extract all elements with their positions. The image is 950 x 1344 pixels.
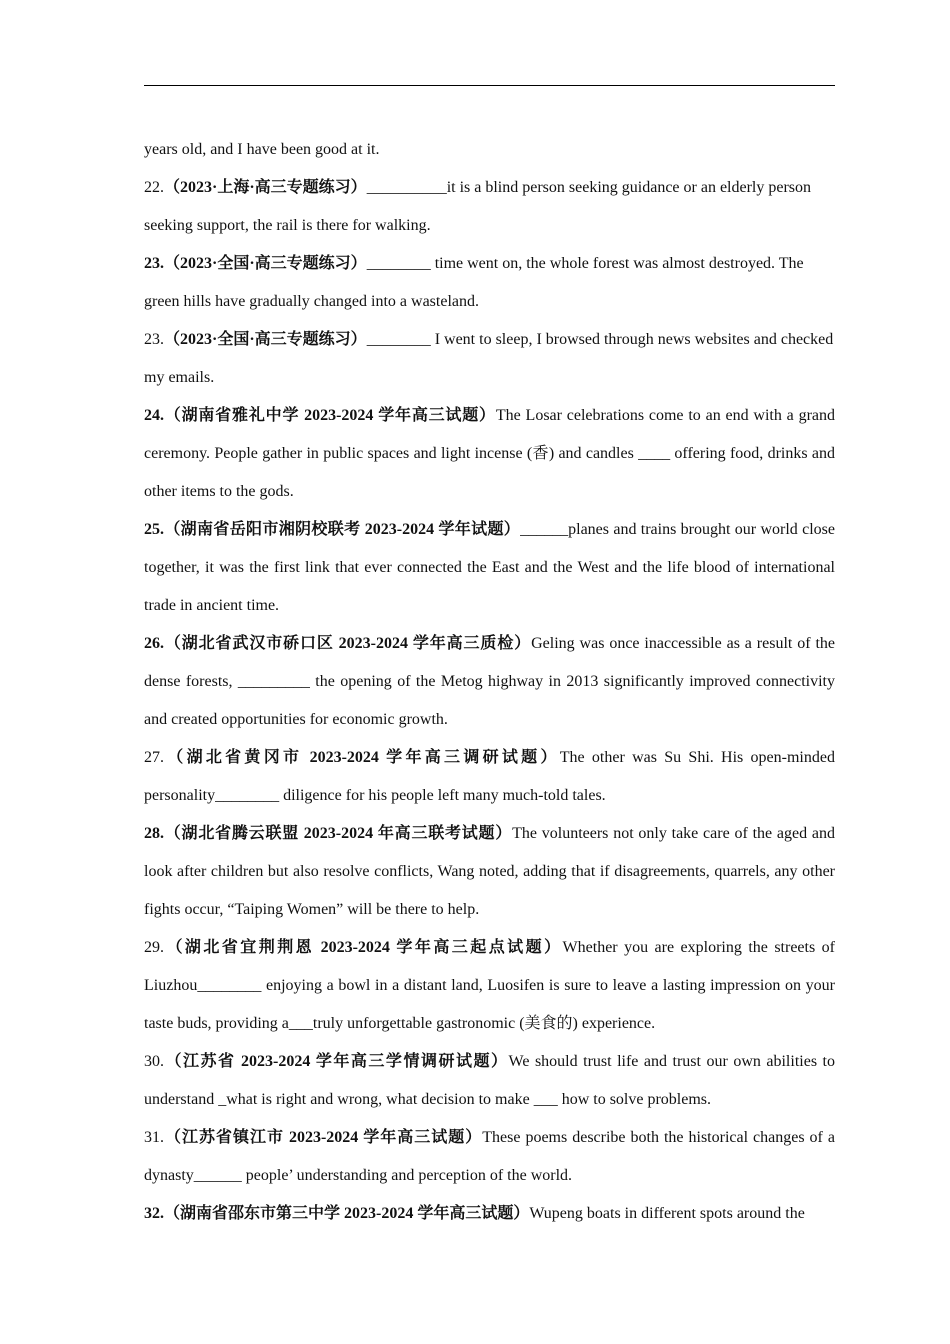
question-number: 31. <box>144 1129 164 1146</box>
question-number: 22. <box>144 179 164 196</box>
question-source: （2023·全国·高三专题练习） <box>164 331 367 348</box>
question-24 <box>144 397 835 511</box>
question-source: （2023·全国·高三专题练习） <box>164 255 367 272</box>
question-29 <box>144 929 835 1043</box>
question-number: 30. <box>144 1053 164 1070</box>
question-number: 29. <box>144 939 164 956</box>
question-number: 24. <box>144 407 164 424</box>
question-text: ______planes and trains brought our world close together, it was the first link that ever connected the East and the West and the life blood of international trade in ancient time. <box>144 521 835 614</box>
question-28 <box>144 815 835 929</box>
question-source: （湖北省武汉市硚口区 2023-2024 学年高三质检） <box>164 635 532 652</box>
question-source: （湖北省腾云联盟 2023-2024 年高三联考试题） <box>164 825 513 842</box>
question-number: 23. <box>144 331 164 348</box>
question-25 <box>144 511 835 625</box>
question-source: （湖南省岳阳市湘阴校联考 2023-2024 学年试题） <box>164 521 521 538</box>
question-22 <box>144 169 835 245</box>
question-list <box>144 131 835 1233</box>
question-23b <box>144 321 835 397</box>
question-number: 26. <box>144 635 164 652</box>
question-text: Whether you are exploring the streets of Liuzhou________ enjoying a bowl in a distant land, Luosifen is sure to leave a lasting impression on your taste buds, providing a___truly unforgettable gastronomic (美食的) experience. <box>144 939 835 1032</box>
question-text: The other was Su Shi. His open-minded personality________ diligence for his people left many much-told tales. <box>144 749 835 804</box>
question-26 <box>144 625 835 739</box>
question-number: 28. <box>144 825 164 842</box>
question-number: 32. <box>144 1205 164 1222</box>
question-text: Wupeng boats in different spots around the <box>529 1205 805 1222</box>
question-source: （湖北省黄冈市 2023-2024 学年高三调研试题） <box>164 749 560 766</box>
question-text: The Losar celebrations come to an end with a grand ceremony. People gather in public spaces and light incense (香) and candles ____ offering food, drinks and other items to the gods. <box>144 407 835 500</box>
question-source: （江苏省镇江市 2023-2024 学年高三试题） <box>164 1129 483 1146</box>
header-rule <box>144 85 835 86</box>
question-number: 25. <box>144 521 164 538</box>
question-31 <box>144 1119 835 1195</box>
question-source: （2023·上海·高三专题练习） <box>164 179 367 196</box>
question-source: （湖南省雅礼中学 2023-2024 学年高三试题） <box>164 407 496 424</box>
question-30 <box>144 1043 835 1119</box>
question-32 <box>144 1195 835 1233</box>
question-number: 23. <box>144 255 164 272</box>
question-text: ________ time went on, the whole forest was almost destroyed. The green hills have gradually changed into a wasteland. <box>144 255 804 310</box>
question-source: （湖北省宜荆荆恩 2023-2024 学年高三起点试题） <box>164 939 563 956</box>
question-text: __________it is a blind person seeking guidance or an elderly person seeking support, the rail is there for walking. <box>144 179 812 234</box>
question-text: The volunteers not only take care of the aged and look after children but also resolve conflicts, Wang noted, adding that if disagreements, quarrels, any other fights occur, “Taiping Women” will be there to help. <box>144 825 835 918</box>
question-source: （湖南省邵东市第三中学 2023-2024 学年高三试题） <box>164 1205 530 1222</box>
question-text: We should trust life and trust our own abilities to understand _what is right and wrong, what decision to make ___ how to solve problems. <box>144 1053 835 1108</box>
question-23a <box>144 245 835 321</box>
question-text: ________ I went to sleep, I browsed through news websites and checked my emails. <box>144 331 834 386</box>
question-text: Geling was once inaccessible as a result of the dense forests, _________ the opening of the Metog highway in 2013 significantly improved connectivity and created opportunities for economic growth. <box>144 635 835 728</box>
question-text: These poems describe both the historical changes of a dynasty______ people’ understanding and perception of the world. <box>144 1129 835 1184</box>
question-source: （江苏省 2023-2024 学年高三学情调研试题） <box>164 1053 509 1070</box>
question-number: 27. <box>144 749 164 766</box>
intro-line: years old, and I have been good at it. <box>144 141 380 158</box>
question-27 <box>144 739 835 815</box>
